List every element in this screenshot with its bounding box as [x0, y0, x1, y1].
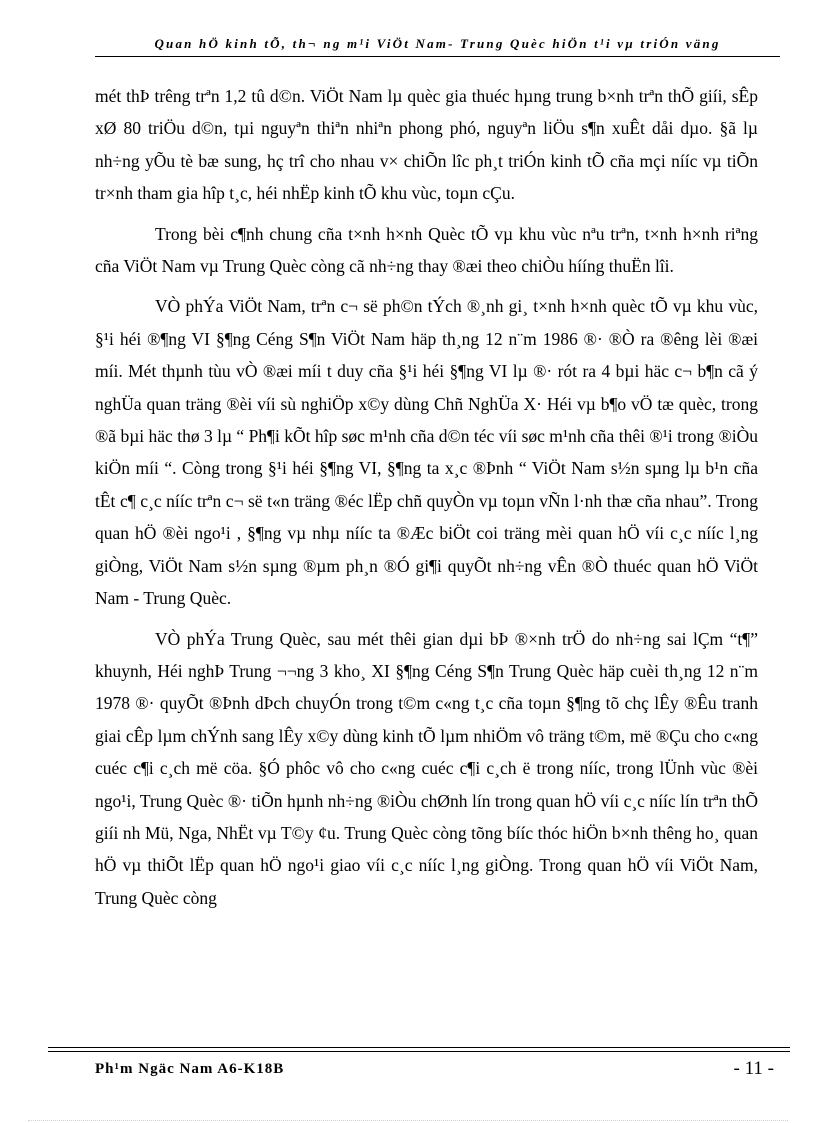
paragraph-context: Trong bèi c¶nh chung cña t×nh h×nh Quèc tÕ vµ khu vùc nªu trªn, t×nh h×nh riªng cña ViÖt Nam vµ Trung Quèc còng cã nh÷ng thay ®æi theo chiÒu hííng thuËn lîi. — [95, 223, 758, 277]
paragraph-china-side: VÒ phÝa Trung Quèc, sau mét thêi gian dµi bÞ ®×nh trÖ do nh÷ng sai lÇm “t¶” khuynh, Héi nghÞ Trung ¬¬ng 3 kho¸ XI §¶ng Céng S¶n Trung Quèc häp cuèi th¸ng 12 n¨m 1978 ®· quyÕt ®Þnh dÞch chuyÓn trong t©m c«ng t¸c cña toµn §¶ng tõ chç lÊy ®Êu tranh giai cÊp lµm chÝnh sang lÊy x©y dùng kinh tÕ lµm nhiÖm vô träng t©m, më ®Çu cho c«ng cuéc c¶i c¸ch më cöa. §Ó phôc vô cho c«ng cuéc c¶i c¸ch ë trong nííc, trong lÜnh vùc ®èi ngo¹i, Trung Quèc ®· tiÕn hµnh nh÷ng ®iÒu chØnh lín trong quan hÖ víi c¸c nííc lín trªn thÕ giíi nh Mü, Nga, NhËt vµ T©y ¢u. Trung Quèc còng tõng bííc thóc hiÖn b×nh thêng ho¸ quan hÖ vµ thiÕt lËp quan hÖ ngo¹i giao víi c¸c nííc l¸ng giÒng. Trong quan hÖ víi ViÖt Nam, Trung Quèc còng — [95, 628, 758, 908]
page-header-title: Quan hÖ kinh tÕ, th¬ ng m¹i ViÖt Nam- Trung Quèc hiÖn t¹i vµ triÓn väng — [154, 36, 721, 51]
footer-divider — [48, 1047, 790, 1052]
document-body — [95, 80, 758, 922]
footer-author: Ph¹m Ngäc Nam A6-K18B — [95, 1061, 285, 1077]
paragraph-vietnam-side: VÒ phÝa ViÖt Nam, trªn c¬ së ph©n tÝch ®¸nh gi¸ t×nh h×nh quèc tÕ vµ khu vùc, §¹i héi ®¶ng VI §¶ng Céng S¶n ViÖt Nam häp th¸ng 12 n¨m 1986 ®· ®Ò ra ®êng lèi ®æi míi. Mét thµnh tùu vÒ ®æi míi t duy cña §¹i héi §¶ng VI lµ ®· rót ra 4 bµi häc c¬ b¶n cã ý nghÜa quan träng ®èi víi sù nghiÖp x©y dùng Chñ NghÜa X· Héi vµ b¶o vÖ tæ quèc, trong ®ã bµi häc thø 3 lµ “ Ph¶i kÕt hîp søc m¹nh cña d©n téc víi søc m¹nh cña thêi ®¹i trong ®iÒu kiÖn míi “. Còng trong §¹i héi §¶ng VI, §¶ng ta x¸c ®Þnh “ ViÖt Nam s½n sµng lµ b¹n cña tÊt c¶ c¸c nííc trªn c¬ së t«n träng ®éc lËp chñ quyÒn vµ toµn vÑn l·nh thæ cña nhau”. Trong quan hÖ ®èi ngo¹i , §¶ng vµ nhµ nííc ta ®Æc biÖt coi träng mèi quan hÖ víi c¸c nííc l¸ng giÒng, ViÖt Nam s½n sµng ®µm ph¸n ®Ó gi¶i quyÕt nh÷ng vÊn ®Ò thuéc quan hÖ ViÖt Nam - Trung Quèc. — [95, 296, 758, 609]
header-divider — [95, 56, 780, 57]
page-number: - 11 - — [733, 1058, 774, 1079]
page-bottom-border — [28, 1120, 788, 1121]
paragraph-continuation: mét thÞ trêng trªn 1,2 tû d©n. ViÖt Nam lµ quèc gia thuéc hµng trung b×nh trªn thÕ giíi, sÊp xØ 80 triÖu d©n, tµi nguyªn thiªn nhiªn phong phó, nguyªn liÖu s¶n xuÊt dåi dµo. §ã lµ nh÷ng yÕu tè bæ sung, hç trî cho nhau v× chiÕn lîc ph¸t triÓn kinh tÕ cña mçi nííc vµ tiÕn tr×nh tham gia hîp t¸c, héi nhËp kinh tÕ khu vùc, toµn cÇu. — [95, 86, 758, 204]
